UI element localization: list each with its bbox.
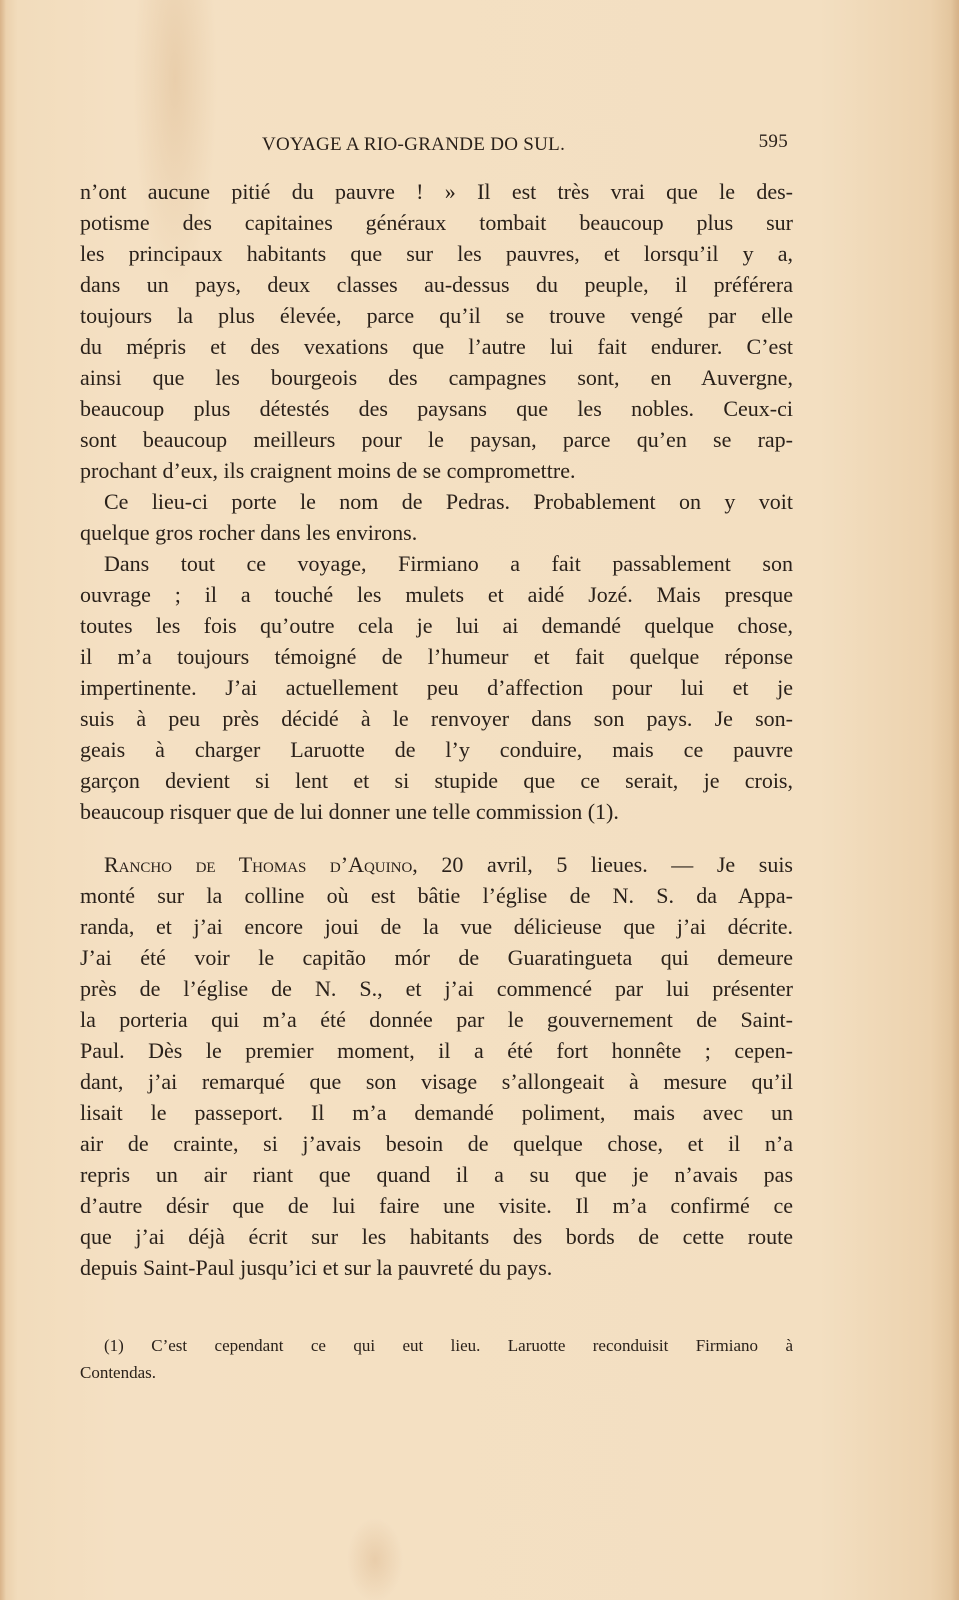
text-line: du mépris et des vexations que l’autre lui fait endurer. C’est <box>80 334 793 359</box>
footnote-line: Contendas. <box>80 1363 157 1382</box>
paragraph-1 <box>80 176 793 486</box>
text-line: sont beaucoup meilleurs pour le paysan, parce qu’en se rap- <box>80 427 793 452</box>
text-line: randa, et j’ai encore joui de la vue délicieuse que j’ai décrite. <box>80 914 793 939</box>
text-line: potisme des capitaines généraux tombait beaucoup plus sur <box>80 210 793 235</box>
text-line: toutes les fois qu’outre cela je lui ai demandé quelque chose, <box>80 613 793 638</box>
entry-date-line: 20 avril, 5 lieues. — Je suis <box>417 852 793 877</box>
text-line: la porteria qui m’a été donnée par le gouvernement de Saint- <box>80 1007 793 1032</box>
paragraph-2 <box>80 486 793 548</box>
text-line: près de l’église de N. S., et j’ai commencé par lui présenter <box>80 976 793 1001</box>
text-line: air de crainte, si j’avais besoin de quelque chose, et il n’a <box>80 1131 793 1156</box>
text-line: geais à charger Laruotte de l’y conduire, mais ce pauvre <box>80 737 793 762</box>
text-line: dans un pays, deux classes au-dessus du peuple, il préférera <box>80 272 793 297</box>
text-line: les principaux habitants que sur les pauvres, et lorsqu’il y a, <box>80 241 793 266</box>
running-head-title: VOYAGE A RIO-GRANDE DO SUL. <box>262 134 566 155</box>
text-line: beaucoup plus détestés des paysans que les nobles. Ceux-ci <box>80 396 793 421</box>
text-line: beaucoup risquer que de lui donner une telle commission (1). <box>80 799 619 824</box>
body-text <box>80 176 793 1283</box>
text-line: il m’a toujours témoigné de l’humeur et fait quelque réponse <box>80 644 793 669</box>
text-line: repris un air riant que quand il a su que je n’avais pas <box>80 1162 793 1187</box>
text-line: impertinente. J’ai actuellement peu d’affection pour lui et je <box>80 675 793 700</box>
footnote <box>80 1332 793 1386</box>
page-right-edge <box>951 0 959 1600</box>
running-head <box>80 131 790 160</box>
text-line: n’ont aucune pitié du pauvre ! » Il est très vrai que le des- <box>80 179 793 204</box>
text-line: Ce lieu-ci porte le nom de Pedras. Probablement on y voit <box>104 489 793 514</box>
text-line <box>80 849 793 880</box>
entry-heading: Rancho de Thomas d’Aquino, <box>104 852 418 877</box>
text-line: depuis Saint-Paul jusqu’ici et sur la pauvreté du pays. <box>80 1255 553 1280</box>
journal-entry <box>80 849 793 1283</box>
text-line: ouvrage ; il a touché les mulets et aidé Jozé. Mais presque <box>80 582 793 607</box>
text-line: ainsi que les bourgeois des campagnes sont, en Auvergne, <box>80 365 793 390</box>
section-gap <box>80 827 793 849</box>
text-line: d’autre désir que de lui faire une visite. Il m’a confirmé ce <box>80 1193 793 1218</box>
text-line: toujours la plus élevée, parce qu’il se trouve vengé par elle <box>80 303 793 328</box>
page-number: 595 <box>758 131 788 152</box>
text-line: garçon devient si lent et si stupide que ce serait, je crois, <box>80 768 793 793</box>
paragraph-3 <box>80 548 793 827</box>
text-line: suis à peu près décidé à le renvoyer dans son pays. Je son- <box>80 706 793 731</box>
text-line: Dans tout ce voyage, Firmiano a fait passablement son <box>104 551 793 576</box>
text-line: prochant d’eux, ils craignent moins de se compromettre. <box>80 458 576 483</box>
text-line: quelque gros rocher dans les environs. <box>80 520 418 545</box>
text-line: que j’ai déjà écrit sur les habitants des bords de cette route <box>80 1224 793 1249</box>
page-left-edge <box>0 0 6 1600</box>
footnote-line: (1) C’est cependant ce qui eut lieu. Laruotte reconduisit Firmiano à <box>104 1336 793 1355</box>
text-line: Paul. Dès le premier moment, il a été fort honnête ; cepen- <box>80 1038 793 1063</box>
text-line: dant, j’ai remarqué que son visage s’allongeait à mesure qu’il <box>80 1069 793 1094</box>
text-line: monté sur la colline où est bâtie l’église de N. S. da Appa- <box>80 883 793 908</box>
text-line: J’ai été voir le capitão mór de Guaratingueta qui demeure <box>80 945 793 970</box>
text-line: lisait le passeport. Il m’a demandé poliment, mais avec un <box>80 1100 793 1125</box>
